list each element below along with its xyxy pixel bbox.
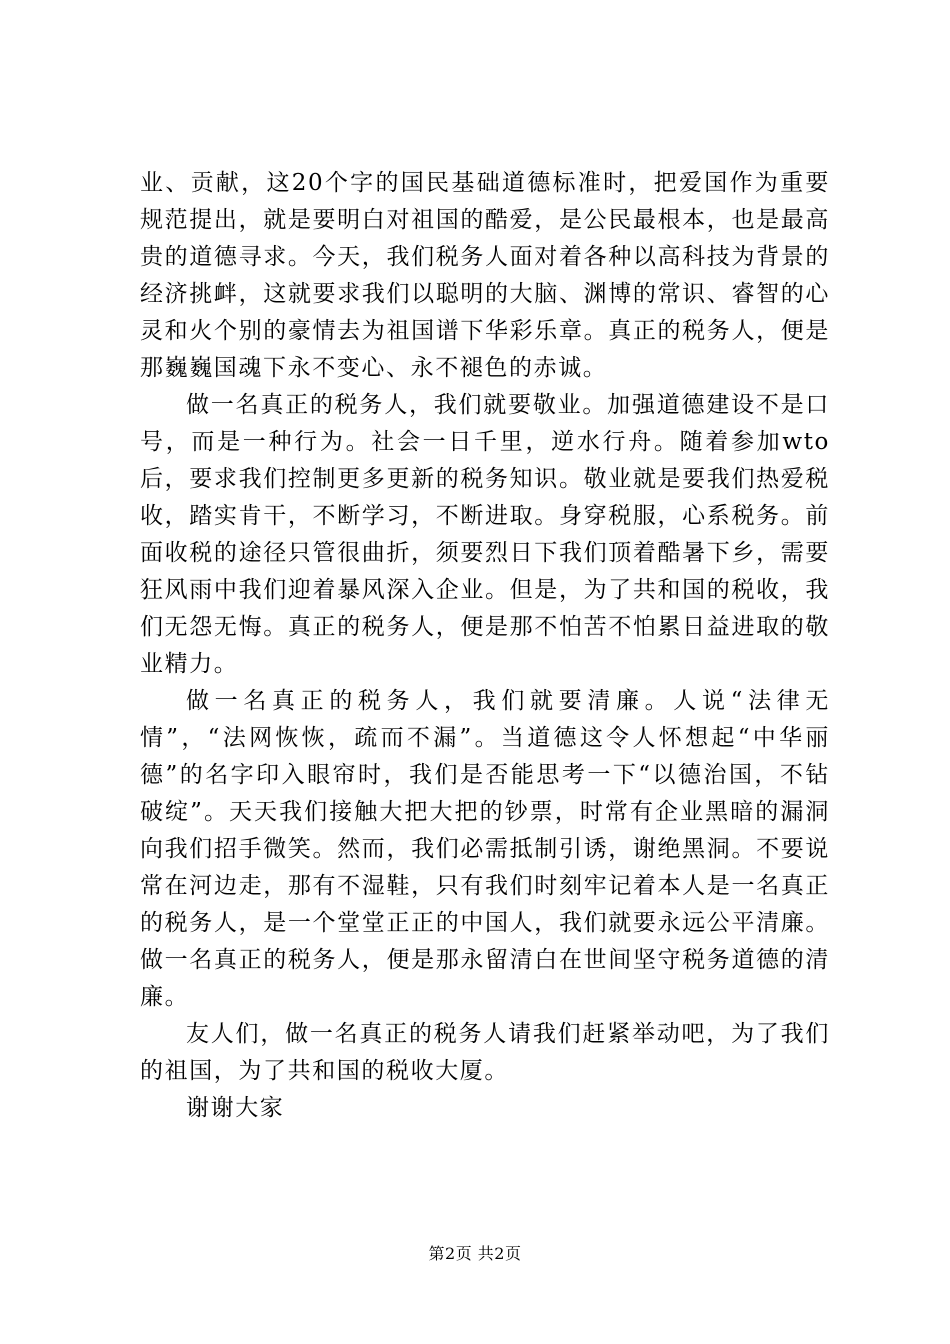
paragraph-call-to-action: 友人们，做一名真正的税务人请我们赶紧举动吧，为了我们的祖国，为了共和国的税收大厦。 — [140, 1021, 830, 1084]
page-footer: 第2页 共2页 — [428, 1244, 522, 1263]
paragraph-patriotism-continued: 业、贡献，这20个字的国民基础道德标准时，把爱国作为重要规范提出，就是要明白对祖国的酷爱，是公民最根本，也是最高贵的道德寻求。今天，我们税务人面对着各种以高科技为背景的经济挑衅，这就要求我们以聪明的大脑、渊博的常识、睿智的心灵和火个别的豪情去为祖国谱下华彩乐章。真正的税务人，便是那巍巍国魂下永不变心、永不褪色的赤诚。 — [140, 170, 830, 381]
paragraph-dedication: 做一名真正的税务人，我们就要敬业。加强道德建设不是口号，而是一种行为。社会一日千里，逆水行舟。随着参加wto后，要求我们控制更多更新的税务知识。敬业就是要我们热爱税收，踏实肯干，不断学习，不断进取。身穿税服，心系税务。前面收税的途径只管很曲折，须要烈日下我们顶着酷暑下乡，需要狂风雨中我们迎着暴风深入企业。但是，为了共和国的税收，我们无怨无悔。真正的税务人，便是那不怕苦不怕累日益进取的敬业精力。 — [140, 392, 830, 677]
paragraph-integrity: 做一名真正的税务人，我们就要清廉。人说“法律无情”，“法网恢恢，疏而不漏”。当道德这令人怀想起“中华丽德”的名字印入眼帘时，我们是否能思考一下“以德治国，不钻破绽”。天天我们接触大把大把的钞票，时常有企业黑暗的漏洞向我们招手微笑。然而，我们必需抵制引诱，谢绝黑洞。不要说常在河边走，那有不湿鞋，只有我们时刻牢记着本人是一名真正的税务人，是一个堂堂正正的中国人，我们就要永远公平清廉。做一名真正的税务人，便是那永留清白在世间坚守税务道德的清廉。 — [140, 688, 830, 1010]
paragraph-thanks: 谢谢大家 — [186, 1095, 285, 1121]
body-text — [140, 165, 830, 1127]
